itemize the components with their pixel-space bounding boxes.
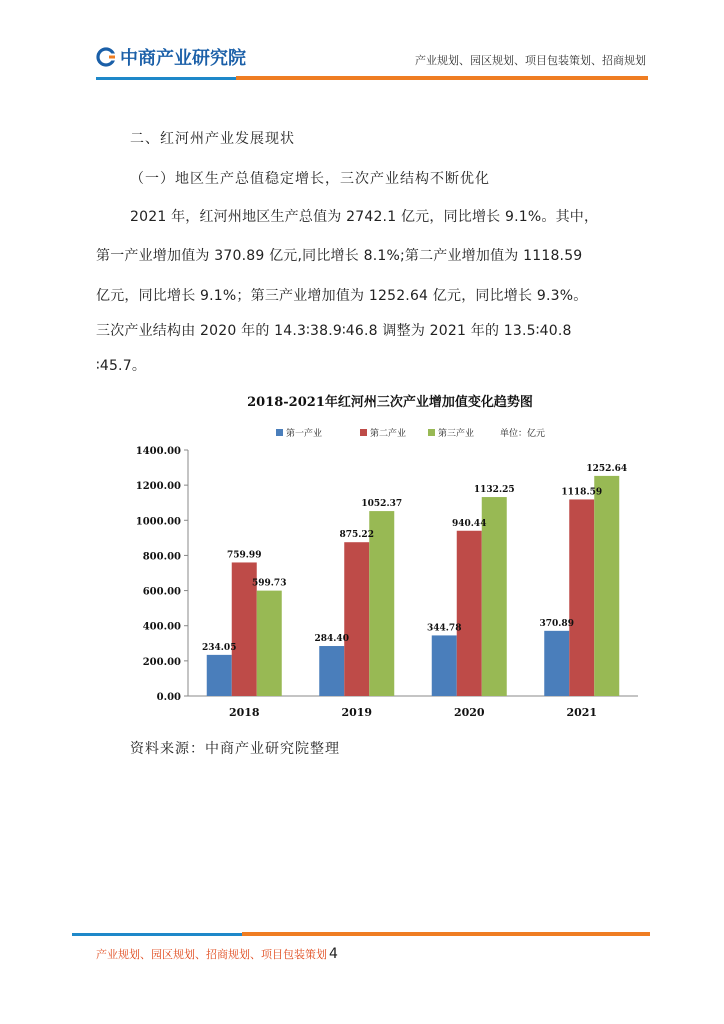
section-heading: 二、红河州产业发展现状 bbox=[130, 131, 295, 147]
legend-swatch bbox=[428, 429, 435, 436]
bar-value-label: 759.99 bbox=[227, 550, 262, 561]
bar bbox=[432, 635, 457, 696]
legend-label: 第三产业 bbox=[438, 429, 475, 439]
logo bbox=[96, 44, 246, 70]
bar bbox=[257, 591, 282, 696]
bar bbox=[319, 646, 344, 696]
bar bbox=[457, 531, 482, 696]
page-number: 4 bbox=[329, 946, 338, 962]
body-line-2: 第一产业增加值为 370.89 亿元,同比增长 8.1%;第二产业增加值为 1118.59 bbox=[96, 248, 583, 264]
x-tick-label: 2019 bbox=[341, 706, 373, 719]
unit-label: 单位：亿元 bbox=[500, 429, 546, 439]
bar-value-label: 1052.37 bbox=[361, 499, 403, 510]
footer-tagline: 产业规划、园区规划、招商规划、项目包装策划 bbox=[96, 948, 327, 961]
bar bbox=[344, 542, 369, 696]
footer-divider-orange bbox=[242, 932, 650, 936]
y-tick-label: 200.00 bbox=[142, 656, 181, 668]
body-line-4: 三次产业结构由 2020 年的 14.3∶38.9∶46.8 调整为 2021 年的 13.5∶40.8 bbox=[96, 323, 572, 339]
y-tick-label: 1200.00 bbox=[135, 481, 181, 493]
bar bbox=[594, 476, 619, 696]
x-tick-label: 2020 bbox=[453, 706, 485, 719]
bar-value-label: 1252.64 bbox=[586, 463, 628, 474]
legend-swatch bbox=[276, 429, 283, 436]
legend-label: 第二产业 bbox=[370, 429, 407, 439]
legend-swatch bbox=[360, 429, 367, 436]
y-tick-label: 800.00 bbox=[142, 551, 181, 563]
x-tick-label: 2018 bbox=[228, 706, 260, 719]
body-line-5: ∶45.7。 bbox=[96, 358, 147, 374]
bar-chart bbox=[130, 382, 650, 722]
header-divider-blue bbox=[96, 77, 236, 80]
bar-value-label: 875.22 bbox=[339, 530, 374, 541]
chart-legend bbox=[276, 427, 545, 439]
bar bbox=[544, 631, 569, 696]
bar-value-label: 1132.25 bbox=[473, 485, 515, 496]
y-tick-label: 600.00 bbox=[142, 586, 181, 598]
bar bbox=[207, 655, 232, 696]
body-line-1: 2021 年，红河州地区生产总值为 2742.1 亿元，同比增长 9.1%。其中， bbox=[130, 209, 599, 225]
legend-label: 第一产业 bbox=[286, 429, 323, 439]
bar-value-label: 370.89 bbox=[539, 618, 574, 629]
body-line-3: 亿元，同比增长 9.1%；第三产业增加值为 1252.64 亿元，同比增长 9.3%。 bbox=[96, 288, 588, 304]
bar-value-label: 599.73 bbox=[252, 578, 287, 589]
x-tick-label: 2021 bbox=[566, 706, 598, 719]
header-tagline: 产业规划、园区规划、项目包装策划、招商规划 bbox=[415, 54, 646, 67]
bar-value-label: 234.05 bbox=[202, 642, 237, 653]
y-tick-label: 0.00 bbox=[156, 692, 181, 703]
bar-value-label: 284.40 bbox=[314, 634, 349, 645]
logo-text: 中商产业研究院 bbox=[120, 48, 246, 69]
bar bbox=[569, 499, 594, 696]
y-tick-label: 400.00 bbox=[142, 621, 181, 633]
bar-value-label: 1118.59 bbox=[561, 487, 603, 498]
subsection-heading: （一）地区生产总值稳定增长，三次产业结构不断优化 bbox=[130, 171, 490, 187]
chart-title: 2018-2021年红河州三次产业增加值变化趋势图 bbox=[247, 395, 533, 410]
header-divider-orange bbox=[236, 76, 648, 80]
y-tick-label: 1400.00 bbox=[135, 446, 181, 457]
brand-logo-icon bbox=[96, 47, 116, 67]
y-tick-label: 1000.00 bbox=[135, 516, 181, 528]
bar-value-label: 344.78 bbox=[427, 623, 462, 634]
footer bbox=[96, 946, 338, 962]
footer-divider-blue bbox=[72, 933, 242, 936]
bar-value-label: 940.44 bbox=[452, 518, 487, 529]
source-note: 资料来源：中商产业研究院整理 bbox=[130, 741, 340, 757]
